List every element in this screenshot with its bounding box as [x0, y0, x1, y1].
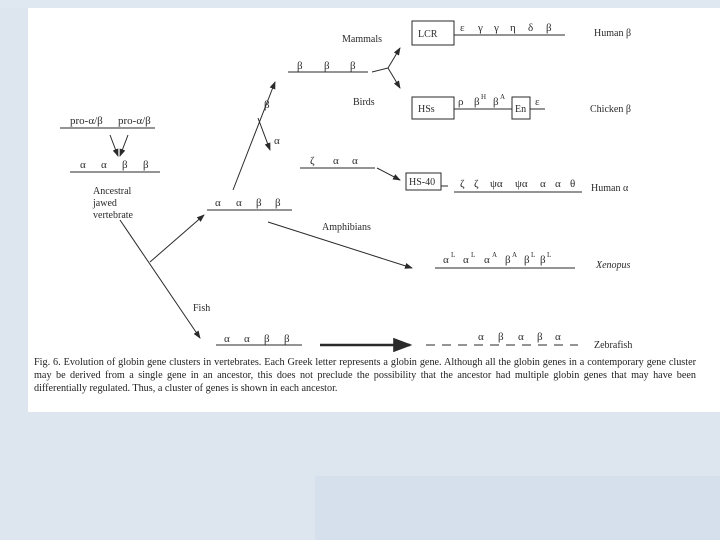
- chicken-gene-3: β: [493, 96, 499, 108]
- ancestor-label-3: vertebrate: [93, 210, 133, 221]
- chicken-gene-2: β: [474, 96, 480, 108]
- tetrapod-branch-arrow: [150, 215, 204, 262]
- birds-label: Birds: [353, 97, 375, 108]
- ancestor-gene-1: α: [80, 159, 86, 171]
- human-beta-gene-6: β: [546, 22, 552, 34]
- fish-branch-arrow: [120, 220, 200, 338]
- amniote-beta-gene-3: β: [350, 60, 356, 72]
- amniote-beta-stub: [372, 68, 388, 72]
- human-alpha-gene-1: ζ: [460, 178, 465, 190]
- fish-gene-4: β: [284, 333, 290, 345]
- mammals-label: Mammals: [342, 34, 382, 45]
- bird-arrow: [388, 68, 400, 88]
- hs40-label: HS-40: [409, 177, 436, 188]
- xenopus-gene-4: β: [505, 254, 511, 266]
- zebrafish-gene-3: α: [518, 331, 524, 343]
- human-alpha-gene-3: ψα: [490, 178, 503, 190]
- human-alpha-gene-6: α: [555, 178, 561, 190]
- xenopus-name: Xenopus: [596, 260, 631, 271]
- xenopus-gene-1-sup: L: [451, 251, 456, 259]
- human-alpha-gene-2: ζ: [474, 178, 479, 190]
- fish-gene-1: α: [224, 333, 230, 345]
- amniote-beta-gene-1: β: [297, 60, 303, 72]
- chicken-gene-1: ρ: [458, 96, 464, 108]
- human-beta-gene-4: η: [510, 22, 516, 34]
- human-beta-gene-3: γ: [494, 22, 499, 34]
- ancestor-top-gene-2: pro-α/β: [118, 115, 151, 127]
- fish-gene-2: α: [244, 333, 250, 345]
- chicken-beta-name: Chicken β: [590, 104, 631, 115]
- ancestor-gene-3: β: [122, 159, 128, 171]
- mammal-arrow: [388, 48, 400, 68]
- xenopus-gene-3: α: [484, 254, 490, 266]
- xenopus-gene-3-sup: A: [492, 251, 498, 259]
- ancestor-gene-2: α: [101, 159, 107, 171]
- ancestor-gene-4: β: [143, 159, 149, 171]
- human-beta-gene-1: ε: [460, 22, 465, 34]
- zebrafish-name: Zebrafish: [594, 340, 633, 351]
- tetrapod-gene-2: α: [236, 197, 242, 209]
- human-beta-name: Human β: [594, 28, 632, 39]
- amphibians-label: Amphibians: [322, 222, 371, 233]
- beta-branch-label: β: [264, 99, 270, 111]
- zebrafish-gene-1: α: [478, 331, 484, 343]
- xenopus-gene-2: α: [463, 254, 469, 266]
- ancestor-label-2: jawed: [93, 198, 117, 209]
- ancestor-top-gene-1: pro-α/β: [70, 115, 103, 127]
- alpha-branch-label: α: [274, 135, 280, 147]
- amniote-alpha-gene-1: ζ: [310, 155, 315, 167]
- xenopus-gene-2-sup: L: [471, 251, 476, 259]
- chicken-gene-2-sup: H: [481, 93, 487, 101]
- human-alpha-gene-5: α: [540, 178, 546, 190]
- xenopus-gene-6: β: [540, 254, 546, 266]
- human-alpha-arrow: [377, 168, 400, 180]
- fish-gene-3: β: [264, 333, 270, 345]
- human-beta-gene-2: γ: [478, 22, 483, 34]
- human-beta-gene-5: δ: [528, 22, 534, 34]
- amniote-alpha-gene-3: α: [352, 155, 358, 167]
- zebrafish-gene-5: α: [555, 331, 561, 343]
- xenopus-gene-1: α: [443, 254, 449, 266]
- chicken-gene-3-sup: A: [500, 93, 506, 101]
- hss-label: HSs: [418, 104, 435, 115]
- human-alpha-name: Human α: [591, 183, 629, 194]
- zebrafish-gene-4: β: [537, 331, 543, 343]
- fish-label: Fish: [193, 303, 211, 314]
- xenopus-gene-5: β: [524, 254, 530, 266]
- xenopus-gene-5-sup: L: [531, 251, 536, 259]
- human-alpha-gene-7: θ: [570, 178, 576, 190]
- tetrapod-gene-1: α: [215, 197, 221, 209]
- zebrafish-gene-2: β: [498, 331, 504, 343]
- ancestor-label-1: Ancestral: [93, 186, 132, 197]
- en-label: En: [515, 104, 527, 115]
- figure-caption: Fig. 6. Evolution of globin gene clusters in vertebrates. Each Greek letter represents a globin gene. Although all the globin genes in a contemporary gene cluster may be derived from a single gene in an ancestor, this does not preclude the possibility that the ancestor had multiple globin genes that may have been differentially regulated. Thus, a cluster of genes is shown in each ancestor.: [34, 357, 696, 394]
- human-alpha-gene-4: ψα: [515, 178, 528, 190]
- amniote-beta-gene-2: β: [324, 60, 330, 72]
- ancestor-merge-arrow-1: [110, 135, 118, 156]
- alpha-branch-arrow: [258, 118, 270, 150]
- chicken-gene-4: ε: [535, 96, 540, 108]
- amniote-alpha-gene-2: α: [333, 155, 339, 167]
- lcr-label: LCR: [418, 29, 438, 40]
- xenopus-gene-4-sup: A: [512, 251, 518, 259]
- ancestor-merge-arrow-2: [120, 135, 128, 156]
- tetrapod-gene-4: β: [275, 197, 281, 209]
- tetrapod-gene-3: β: [256, 197, 262, 209]
- xenopus-gene-6-sup: L: [547, 251, 552, 259]
